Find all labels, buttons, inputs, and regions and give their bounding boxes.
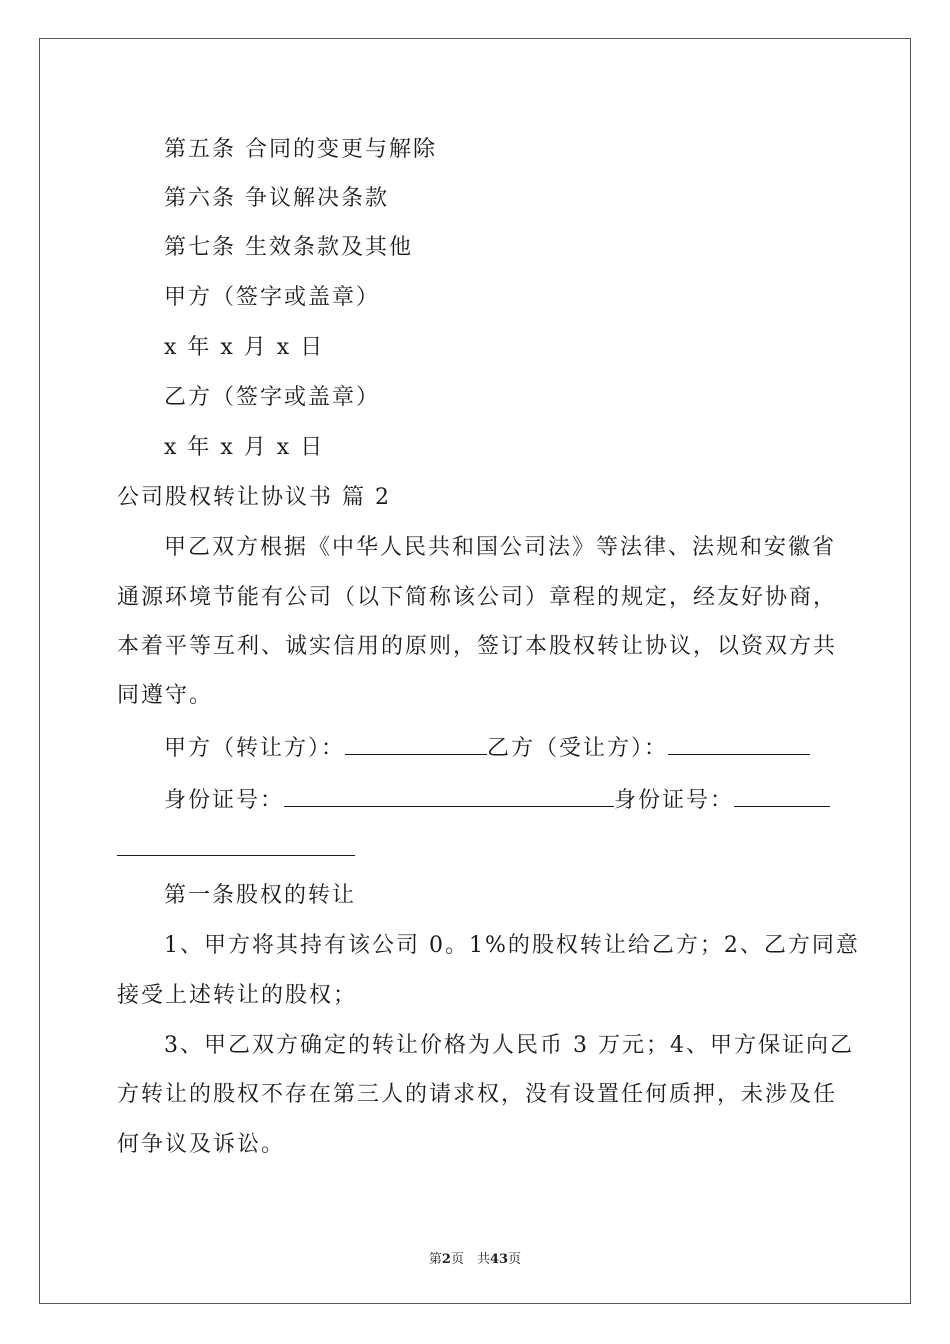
id-fields-row <box>164 784 830 816</box>
id-b-label: 身份证号： <box>614 788 735 813</box>
paragraph-1-line-2: 通源环境节能有公司（以下简称该公司）章程的规定，经友好协商， <box>117 585 838 610</box>
party-b-blank <box>668 732 810 755</box>
id-a-label: 身份证号： <box>164 788 285 813</box>
footer-suffix: 页 <box>508 1252 522 1267</box>
paragraph-2-line-2: 接受上述转让的股权； <box>117 983 358 1008</box>
footer-prefix: 第 <box>428 1252 442 1267</box>
footer-page-number: 2 <box>441 1252 451 1267</box>
article-5-heading: 第五条 合同的变更与解除 <box>164 137 437 162</box>
paragraph-2-line-1: 1、甲方将其持有该公司 0。1%的股权转让给乙方；2、乙方同意 <box>164 933 860 958</box>
party-b-date: x 年 x 月 x 日 <box>164 435 325 460</box>
party-a-label: 甲方（转让方）： <box>164 736 346 761</box>
party-fields-row <box>164 732 810 764</box>
section-title: 公司股权转让协议书 篇 2 <box>117 485 391 510</box>
paragraph-3-line-3: 何争议及诉讼。 <box>117 1132 286 1157</box>
footer-middle: 页 共 <box>450 1252 490 1267</box>
party-b-signature-line: 乙方（签字或盖章） <box>164 385 381 410</box>
article-1-title: 第一条股权的转让 <box>164 883 357 908</box>
paragraph-3-line-1: 3、甲乙双方确定的转让价格为人民币 3 万元；4、甲方保证向乙 <box>164 1033 854 1058</box>
paragraph-1-line-1: 甲乙双方根据《中华人民共和国公司法》等法律、法规和安徽省 <box>164 535 837 560</box>
party-a-date: x 年 x 月 x 日 <box>164 335 325 360</box>
id-a-blank <box>284 784 614 807</box>
paragraph-1-line-4: 同遵守。 <box>117 683 214 708</box>
id-b-blank-continued <box>117 855 355 856</box>
party-a-blank <box>345 732 487 755</box>
party-b-label: 乙方（受让方）： <box>487 736 669 761</box>
page-frame <box>39 38 911 1304</box>
page-footer <box>0 1248 950 1267</box>
article-6-heading: 第六条 争议解决条款 <box>164 186 389 211</box>
article-7-heading: 第七条 生效条款及其他 <box>164 235 413 260</box>
paragraph-1-line-3: 本着平等互利、诚实信用的原则，签订本股权转让协议，以资双方共 <box>117 634 838 659</box>
footer-total-pages: 43 <box>489 1252 509 1267</box>
party-a-signature-line: 甲方（签字或盖章） <box>164 285 381 310</box>
paragraph-3-line-2: 方转让的股权不存在第三人的请求权，没有设置任何质押，未涉及任 <box>117 1082 838 1107</box>
id-b-blank <box>734 784 830 807</box>
